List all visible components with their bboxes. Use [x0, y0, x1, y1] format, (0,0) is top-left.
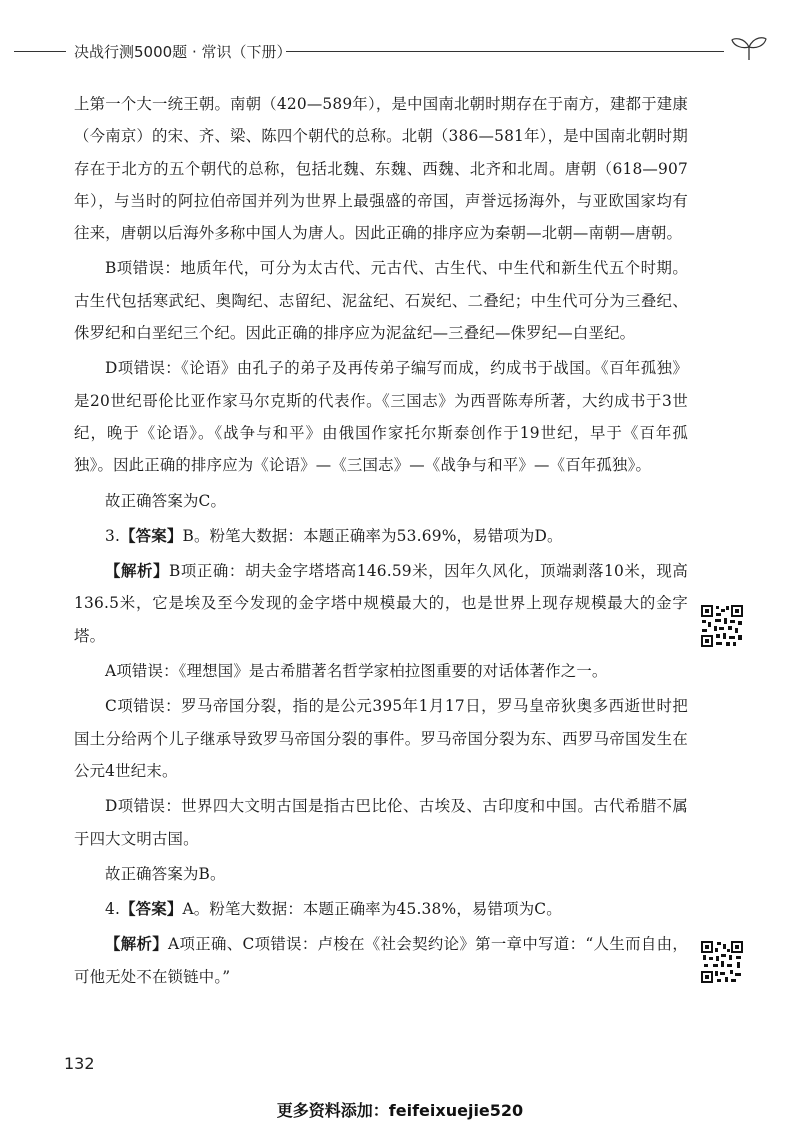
analysis-tag: 【解析】 — [105, 935, 169, 954]
footer-contact: 更多资料添加：feifeixuejie520 — [276, 1101, 524, 1120]
paragraph: B项错误：地质年代，可分为太古代、元古代、古生代、中生代和新生代五个时期。古生代包括寒武纪、奥陶纪、志留纪、泥盆纪、石炭纪、二叠纪；中生代可分为三叠纪、侏罗纪和白垩纪三个纪。因此正确的排序应为泥盆纪—三叠纪—侏罗纪—白垩纪。 — [74, 259, 688, 343]
paragraph: 故正确答案为C。 — [105, 491, 227, 510]
page-number: 132 — [64, 1054, 95, 1073]
paragraph: A项错误：《理想国》是古希腊著名哲学家柏拉图重要的对话体著作之一。 — [105, 662, 608, 681]
answer-tag: 【答案】 — [120, 900, 183, 919]
answer-text: A。粉笔大数据：本题正确率为45.38%，易错项为C。 — [182, 900, 562, 919]
analysis-tag: 【解析】 — [105, 562, 169, 581]
q4-answer-line — [74, 893, 688, 925]
question-number: 4. — [105, 900, 121, 919]
paragraph: 上第一个大一统王朝。南朝（420—589年），是中国南北朝时期存在于南方，建都于建康（今南京）的宋、齐、梁、陈四个朝代的总称。北朝（386—581年），是中国南北朝时期存在于北方的五个朝代的总称，包括北魏、东魏、西魏、北齐和北周。唐朝（618—907年），与当时的阿拉伯帝国并列为世界上最强盛的帝国，声誉远扬海外，与亚欧国家均有往来，唐朝以后海外多称中国人为唐人。因此正确的排序应为秦朝—北朝—南朝—唐朝。 — [74, 95, 688, 243]
q3-analysis — [74, 555, 688, 652]
page-header — [0, 36, 800, 68]
qr-code-icon[interactable] — [700, 604, 744, 648]
paragraph: 故正确答案为B。 — [105, 864, 226, 883]
q3-answer-line — [74, 520, 688, 552]
analysis-text: A项正确、C项错误：卢梭在《社会契约论》第一章中写道：“人生而自由，可他无处不在锁链中。” — [74, 935, 688, 986]
q4-analysis — [74, 928, 688, 993]
qr-code-icon[interactable] — [700, 940, 744, 984]
answer-text: B。粉笔大数据：本题正确率为53.69%，易错项为D。 — [182, 526, 563, 545]
header-rule-right — [286, 51, 724, 52]
page-body — [74, 88, 688, 996]
header-title: 决战行测5000题 · 常识（下册） — [74, 43, 292, 61]
header-rule-left — [14, 51, 66, 52]
question-number: 3. — [105, 526, 121, 545]
leaf-sprout-icon — [728, 34, 770, 62]
paragraph: D项错误：《论语》由孔子的弟子及再传弟子编写而成，约成书于战国。《百年孤独》是20世纪哥伦比亚作家马尔克斯的代表作。《三国志》为西晋陈寿所著，大约成书于3世纪，晚于《论语》。《战争与和平》由俄国作家托尔斯泰创作于19世纪，早于《百年孤独》。因此正确的排序应为《论语》—《三国志》—《战争与和平》—《百年孤独》。 — [74, 359, 688, 475]
answer-tag: 【答案】 — [120, 526, 183, 545]
analysis-text: B项正确：胡夫金字塔塔高146.59米，因年久风化，顶端剥落10米，现高136.5米，它是埃及至今发现的金字塔中规模最大的，也是世界上现存规模最大的金字塔。 — [74, 562, 688, 645]
paragraph: C项错误：罗马帝国分裂，指的是公元395年1月17日，罗马皇帝狄奥多西逝世时把国土分给两个儿子继承导致罗马帝国分裂的事件。罗马帝国分裂为东、西罗马帝国发生在公元4世纪末。 — [74, 697, 688, 780]
paragraph: D项错误：世界四大文明古国是指古巴比伦、古埃及、古印度和中国。古代希腊不属于四大文明古国。 — [74, 797, 688, 848]
